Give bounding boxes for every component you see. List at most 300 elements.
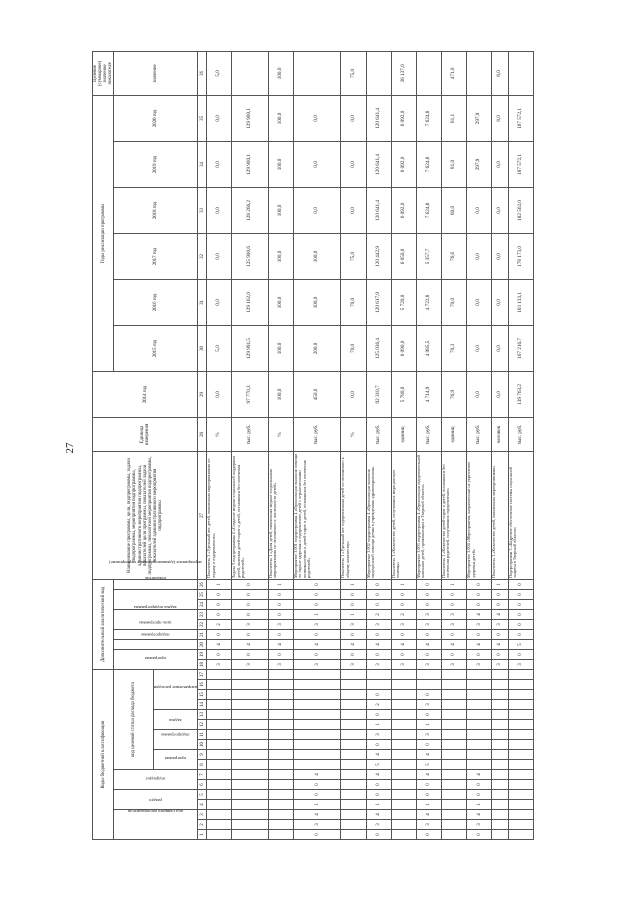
page-number: 27 xyxy=(64,442,76,454)
code-cell: 4 xyxy=(366,639,391,649)
column-number: 33 xyxy=(198,187,207,233)
code-cell: 0 xyxy=(341,649,366,659)
code-cell xyxy=(268,790,293,800)
year-2019-header: 2019 год xyxy=(114,141,198,187)
year-value-cell: 7 624,8 xyxy=(416,95,441,141)
code-cell xyxy=(441,800,466,810)
year-value-cell: 100,0 xyxy=(293,233,341,279)
unit-cell: человек xyxy=(492,417,509,451)
code-cell xyxy=(492,690,509,700)
code-cell xyxy=(508,690,533,700)
code-cell xyxy=(341,710,366,720)
base-year-cell: 0,0 xyxy=(207,371,232,417)
column-number: 6 xyxy=(198,780,207,790)
task-code-header: задача xyxy=(154,710,198,730)
code-cell xyxy=(293,710,341,720)
code-cell: 1 xyxy=(366,720,391,730)
code-cell: 4 xyxy=(341,639,366,649)
code-cell xyxy=(341,750,366,760)
code-cell xyxy=(508,800,533,810)
code-cell xyxy=(232,730,268,740)
year-value-cell: 100,0 xyxy=(293,279,341,325)
code-cell xyxy=(341,800,366,810)
code-cell: 2 xyxy=(391,609,416,619)
target-code-header: код целевой статьи расхода бюджета xyxy=(114,669,154,769)
year-value-cell: 0,0 xyxy=(207,95,232,141)
year-value-cell: 125 036,4 xyxy=(366,325,391,371)
year-value-cell: 70,0 xyxy=(341,279,366,325)
year-value-cell: 129 991,5 xyxy=(232,325,268,371)
code-cell xyxy=(232,760,268,770)
code-cell xyxy=(268,760,293,770)
column-number: 11 xyxy=(198,730,207,740)
year-value-cell: 70,3 xyxy=(441,325,466,371)
code-cell xyxy=(341,690,366,700)
year-value-cell: 120 641,4 xyxy=(366,187,391,233)
code-cell xyxy=(391,770,416,780)
code-cell xyxy=(467,750,492,760)
direction-code-header: направление расходов xyxy=(154,669,198,709)
code-cell: 5 xyxy=(366,760,391,770)
column-number: 12 xyxy=(198,720,207,730)
year-2018-header: 2018 год xyxy=(114,187,198,233)
code-cell: 0 xyxy=(467,790,492,800)
unit-cell: тыс. руб. xyxy=(232,417,268,451)
code-cell xyxy=(467,690,492,700)
code-cell xyxy=(268,730,293,740)
code-cell: 0 xyxy=(441,589,466,599)
code-cell xyxy=(207,770,232,780)
code-cell: 1 xyxy=(207,579,232,589)
code-cell: 3 xyxy=(492,659,509,669)
code-cell: 0 xyxy=(416,780,441,790)
code-cell: 4 xyxy=(416,770,441,780)
code-cell xyxy=(492,780,509,790)
code-cell xyxy=(207,760,232,770)
year-value-cell: 187 572,1 xyxy=(508,95,533,141)
column-number: 3 xyxy=(198,810,207,820)
code-cell xyxy=(293,690,341,700)
year-value-cell: 0,0 xyxy=(467,279,492,325)
code-cell xyxy=(492,680,509,690)
year-value-cell: 80,0 xyxy=(441,187,466,233)
year-2017-header: 2017 год xyxy=(114,233,198,279)
base-year-cell: 0,0 xyxy=(467,371,492,417)
code-cell: 4 xyxy=(416,750,441,760)
year-value-cell: 6 090,0 xyxy=(391,325,416,371)
year-value-cell: 7 624,8 xyxy=(416,187,441,233)
code-cell: 3 xyxy=(416,700,441,710)
year-value-cell: 76,6 xyxy=(441,233,466,279)
code-cell: 0 xyxy=(207,629,232,639)
column-number: 27 xyxy=(198,451,207,579)
code-cell: 4 xyxy=(467,639,492,649)
code-cell: 0 xyxy=(366,589,391,599)
code-cell xyxy=(441,740,466,750)
code-cell: 0 xyxy=(366,690,391,700)
code-cell: 2 xyxy=(366,609,391,619)
code-cell xyxy=(232,710,268,720)
code-cell: 4 xyxy=(293,810,341,820)
code-cell xyxy=(467,680,492,690)
code-cell: 0 xyxy=(268,629,293,639)
code-cell: 2 xyxy=(366,700,391,710)
code-cell xyxy=(391,760,416,770)
code-cell: 0 xyxy=(416,649,441,659)
code-cell xyxy=(268,710,293,720)
code-cell xyxy=(232,770,268,780)
description-cell: Задача 3 подпрограммы 4 «Создание медико-социальной поддержки детей, включая детей-сирот и детей, оставшихся без попечения родителей» xyxy=(232,451,268,579)
code-cell: 3 xyxy=(293,619,341,629)
years-group-header: Годы реализации программы xyxy=(93,95,114,371)
code-cell: 3 xyxy=(391,619,416,629)
target-value-cell: 100,0 xyxy=(268,51,293,95)
code-cell: 0 xyxy=(391,629,416,639)
description-cell: Мероприятие 3.001 подпрограммы 4 «Организация оказания помощи по охране здоровья и оздоровлению детей с ограниченными возможностями и детей-сирот и детей, оставшихся без попечения родителей» xyxy=(293,451,341,579)
code-cell xyxy=(391,740,416,750)
code-cell xyxy=(268,720,293,730)
base-year-cell: 139 763,2 xyxy=(508,371,533,417)
code-cell xyxy=(508,820,533,830)
code-cell: 0 xyxy=(467,579,492,589)
code-cell xyxy=(467,700,492,710)
code-cell xyxy=(293,730,341,740)
description-cell: Мероприятие 3.003 подпрограммы 4 «Организация оздоровительной кампании детей, проживающих в Тверской области» xyxy=(416,451,441,579)
code-cell: 0 xyxy=(467,599,492,609)
code-cell: 0 xyxy=(416,599,441,609)
code-cell xyxy=(268,669,293,679)
code-cell xyxy=(492,710,509,720)
code-cell xyxy=(467,720,492,730)
code-cell: 3 xyxy=(416,619,441,629)
code-cell: 0 xyxy=(508,579,533,589)
code-cell xyxy=(207,750,232,760)
code-cell: 0 xyxy=(416,830,441,840)
column-number: 34 xyxy=(198,141,207,187)
code-cell: 3 xyxy=(366,659,391,669)
table-row xyxy=(467,51,492,839)
code-cell xyxy=(341,830,366,840)
code-cell xyxy=(492,820,509,830)
description-cell: Мероприятие 3.002 подпрограммы 4 «Организация оказания медицинской помощи детям в учреждениях здравоохранения» xyxy=(366,451,391,579)
code-cell: 0 xyxy=(416,629,441,639)
base-year-cell: 97 770,3 xyxy=(232,371,268,417)
code-cell xyxy=(391,790,416,800)
code-cell xyxy=(207,720,232,730)
code-cell: 1 xyxy=(293,800,341,810)
code-cell xyxy=(232,740,268,750)
code-cell: 0 xyxy=(366,780,391,790)
code-cell: 0 xyxy=(268,589,293,599)
year-value-cell: 100,0 xyxy=(268,279,293,325)
code-cell xyxy=(492,740,509,750)
code-cell: 0 xyxy=(232,649,268,659)
code-cell xyxy=(232,669,268,679)
code-cell xyxy=(508,730,533,740)
subprogram-code-header: подпрограмма xyxy=(154,730,198,750)
code-cell xyxy=(232,750,268,760)
code-cell xyxy=(391,780,416,790)
code-cell xyxy=(268,800,293,810)
code-cell: 0 xyxy=(492,589,509,599)
year-value-cell: 297,9 xyxy=(467,141,492,187)
code-cell: 3 xyxy=(467,820,492,830)
code-cell xyxy=(391,800,416,810)
code-cell: 0 xyxy=(467,589,492,599)
code-cell xyxy=(341,680,366,690)
code-cell xyxy=(207,690,232,700)
add-goal-header: цель программы xyxy=(114,629,198,639)
code-cell: 3 xyxy=(416,820,441,830)
year-value-cell: 0,0 xyxy=(207,233,232,279)
code-cell: 0 xyxy=(416,790,441,800)
unit-cell: тыс. руб. xyxy=(508,417,533,451)
column-number: 24 xyxy=(198,599,207,609)
code-cell xyxy=(232,800,268,810)
code-cell xyxy=(391,669,416,679)
code-cell xyxy=(391,690,416,700)
year-value-cell: 125 900,6 xyxy=(232,233,268,279)
target-value-cell xyxy=(508,51,533,95)
year-value-cell: 5 357,7 xyxy=(416,233,441,279)
base-year-cell: 0,0 xyxy=(492,371,509,417)
year-value-cell: 0,0 xyxy=(341,95,366,141)
code-cell: 4 xyxy=(366,750,391,760)
year-value-cell: 187 572,1 xyxy=(508,141,533,187)
year-value-cell: 120 442,9 xyxy=(366,233,391,279)
table-row xyxy=(391,51,416,839)
code-cell xyxy=(232,820,268,830)
code-cell: 3 xyxy=(341,659,366,669)
code-cell xyxy=(441,820,466,830)
code-cell: 3 xyxy=(366,730,391,740)
code-cell xyxy=(391,820,416,830)
code-cell: 3 xyxy=(391,659,416,669)
table-row xyxy=(341,51,366,839)
code-cell: 0 xyxy=(441,649,466,659)
unit-header: Единица измерения xyxy=(93,417,198,451)
column-number: 35 xyxy=(198,95,207,141)
code-cell xyxy=(341,770,366,780)
year-value-cell: 182 562,0 xyxy=(508,187,533,233)
table-row xyxy=(416,51,441,839)
column-number: 36 xyxy=(198,51,207,95)
code-cell xyxy=(508,770,533,780)
year-value-cell: 0,0 xyxy=(492,279,509,325)
add-indicator-header: показатель xyxy=(114,579,198,589)
code-cell: 0 xyxy=(268,649,293,659)
year-value-cell: 6 092,0 xyxy=(391,95,416,141)
code-cell: 0 xyxy=(207,609,232,619)
description-cell: Показатель 3 «Удельный вес детей, охваченных мероприятиями по отдыху и оздоровлению» xyxy=(207,451,232,579)
column-number: 17 xyxy=(198,669,207,679)
column-number: 23 xyxy=(198,609,207,619)
section-header: раздел xyxy=(114,790,198,810)
code-cell xyxy=(207,810,232,820)
code-cell xyxy=(232,720,268,730)
code-cell xyxy=(508,750,533,760)
code-cell: 3 xyxy=(441,619,466,629)
code-cell: 1 xyxy=(467,800,492,810)
code-cell: 0 xyxy=(341,589,366,599)
base-year-cell: 92 310,7 xyxy=(366,371,391,417)
code-cell xyxy=(508,740,533,750)
code-cell xyxy=(232,680,268,690)
column-number: 8 xyxy=(198,760,207,770)
code-cell: 3 xyxy=(293,820,341,830)
code-cell: 4 xyxy=(207,639,232,649)
column-number: 7 xyxy=(198,770,207,780)
target-value-cell xyxy=(232,51,268,95)
code-cell xyxy=(366,669,391,679)
year-value-cell: 100,0 xyxy=(268,233,293,279)
code-cell: 0 xyxy=(467,629,492,639)
target-value-cell: 5,0 xyxy=(207,51,232,95)
table-row xyxy=(366,51,391,839)
column-number: 14 xyxy=(198,700,207,710)
code-cell xyxy=(341,730,366,740)
column-number: 16 xyxy=(198,680,207,690)
year-value-cell: 0,0 xyxy=(492,325,509,371)
year-value-cell: 100,0 xyxy=(268,187,293,233)
code-cell: 0 xyxy=(293,599,341,609)
year-value-cell: 5 720,0 xyxy=(391,279,416,325)
code-cell xyxy=(508,680,533,690)
code-cell xyxy=(232,810,268,820)
code-cell xyxy=(268,820,293,830)
code-cell: 0 xyxy=(416,740,441,750)
column-number: 32 xyxy=(198,233,207,279)
year-value-cell: 0,0 xyxy=(207,187,232,233)
column-number: 13 xyxy=(198,710,207,720)
code-cell xyxy=(293,760,341,770)
code-cell xyxy=(416,669,441,679)
code-cell xyxy=(207,830,232,840)
column-number: 30 xyxy=(198,325,207,371)
unit-cell: единиц xyxy=(441,417,466,451)
year-value-cell: 100,0 xyxy=(268,95,293,141)
code-cell: 3 xyxy=(232,659,268,669)
code-cell: 0 xyxy=(416,589,441,599)
year-value-cell: 0,0 xyxy=(207,141,232,187)
base-year-cell: 450,0 xyxy=(293,371,341,417)
code-cell: 0 xyxy=(366,599,391,609)
column-number: 4 xyxy=(198,800,207,810)
base-year-header: 2014 год xyxy=(93,371,198,417)
year-value-cell: 4 722,8 xyxy=(416,279,441,325)
code-cell: 1 xyxy=(293,609,341,619)
base-year-cell: 0,0 xyxy=(341,371,366,417)
description-cell: Подпрограмма 5 «Кадровое обеспечение системы социальной защиты в Тверской области» xyxy=(508,451,533,579)
code-cell: 3 xyxy=(416,659,441,669)
code-cell: 0 xyxy=(232,629,268,639)
column-number: 20 xyxy=(198,639,207,649)
code-cell xyxy=(492,730,509,740)
code-cell xyxy=(492,800,509,810)
code-cell: 0 xyxy=(391,649,416,659)
description-cell: Показатель 1 «Удельный вес оздоровленных детей по отношению к общему количеству» xyxy=(341,451,366,579)
year-value-cell: 0,0 xyxy=(492,141,509,187)
code-cell xyxy=(508,810,533,820)
table-body xyxy=(207,51,534,839)
code-cell xyxy=(268,750,293,760)
year-value-cell: 120 641,4 xyxy=(366,141,391,187)
year-2015-header: 2015 год xyxy=(114,325,198,371)
year-value-cell: 81,1 xyxy=(441,95,466,141)
year-value-cell: 129 900,1 xyxy=(232,95,268,141)
year-value-cell: 0,0 xyxy=(467,233,492,279)
unit-cell: тыс. руб. xyxy=(293,417,341,451)
year-value-cell: 6 092,0 xyxy=(391,141,416,187)
code-cell: 1 xyxy=(268,579,293,589)
code-cell xyxy=(492,700,509,710)
base-year-cell: 100,0 xyxy=(268,371,293,417)
year-value-cell: 100,0 xyxy=(268,325,293,371)
code-cell: 0 xyxy=(467,649,492,659)
code-cell: 0 xyxy=(293,830,341,840)
target-group-header: Целевое (суммарное) значение показателя xyxy=(93,51,114,95)
code-cell xyxy=(268,810,293,820)
code-cell xyxy=(207,710,232,720)
code-cell xyxy=(492,720,509,730)
unit-cell: тыс. руб. xyxy=(467,417,492,451)
code-cell xyxy=(508,700,533,710)
code-cell: 0 xyxy=(293,780,341,790)
code-cell xyxy=(232,700,268,710)
description-cell: Показатель 1 «Количество детей, получивших медицинскую помощь» xyxy=(391,451,416,579)
year-value-cell: 120 617,9 xyxy=(366,279,391,325)
unit-cell: тыс. руб. xyxy=(366,417,391,451)
code-cell: 3 xyxy=(341,619,366,629)
code-cell xyxy=(293,720,341,730)
year-value-cell: 0,0 xyxy=(293,187,341,233)
code-cell: 2 xyxy=(207,619,232,629)
code-cell: 0 xyxy=(508,589,533,599)
year-value-cell: 70,0 xyxy=(441,279,466,325)
code-cell: 4 xyxy=(416,639,441,649)
code-cell xyxy=(441,810,466,820)
code-cell: 4 xyxy=(467,609,492,619)
add-activity-header: мероприятие (административное мероприятие) xyxy=(114,589,198,609)
code-cell xyxy=(268,690,293,700)
column-number: 29 xyxy=(198,371,207,417)
code-cell: 0 xyxy=(207,589,232,599)
code-cell: 0 xyxy=(293,589,341,599)
code-cell xyxy=(441,720,466,730)
column-number: 15 xyxy=(198,690,207,700)
code-cell: 4 xyxy=(467,770,492,780)
column-number: 28 xyxy=(198,417,207,451)
year-2016-header: 2016 год xyxy=(114,279,198,325)
code-cell: 3 xyxy=(366,820,391,830)
code-cell: 4 xyxy=(391,639,416,649)
code-cell: 0 xyxy=(268,609,293,619)
year-value-cell: 0,0 xyxy=(467,187,492,233)
code-cell xyxy=(441,730,466,740)
code-cell: 0 xyxy=(293,649,341,659)
add-subprogram-header: подпрограмма xyxy=(114,639,198,649)
column-number: 5 xyxy=(198,790,207,800)
rotated-table-container xyxy=(92,60,534,840)
code-cell: 0 xyxy=(416,579,441,589)
code-cell xyxy=(416,680,441,690)
code-cell xyxy=(341,720,366,730)
code-cell: 1 xyxy=(341,579,366,589)
description-cell: Показатель 1 «Количество детей, охваченных мероприятиями» xyxy=(492,451,509,579)
year-value-cell: 0,0 xyxy=(293,95,341,141)
code-cell: 0 xyxy=(232,599,268,609)
code-cell: 0 xyxy=(366,579,391,589)
